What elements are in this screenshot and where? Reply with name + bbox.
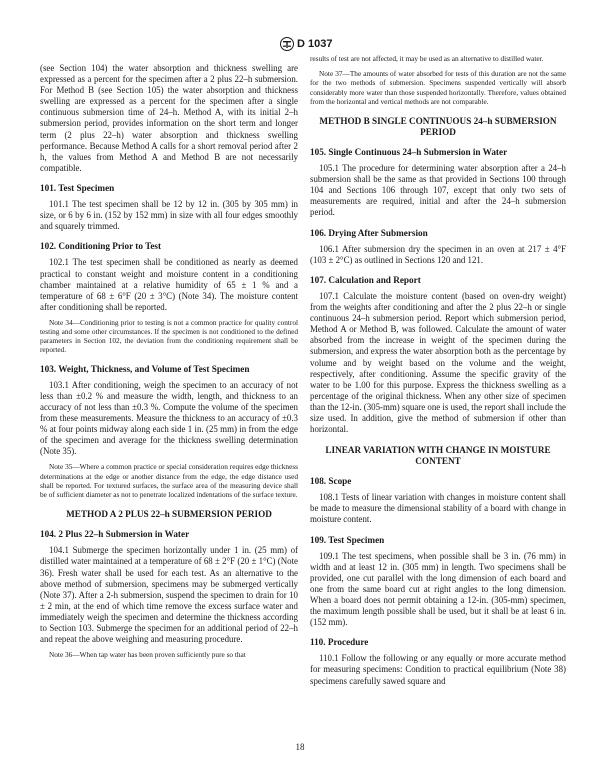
page-number: 18: [295, 742, 305, 752]
heading-105: 105. Single Continuous 24–h Submersion in Water: [310, 147, 508, 158]
heading-109: 109. Test Specimen: [310, 534, 385, 545]
paragraph-107-1: 107.1 Calculate the moisture content (based on oven-dry weight) from the weights after conditioning and after the 2 plus 22–h or single continuous 24–h submersion period. Report which submersion period, Method A or Method B, was followed. Calculate the amount of water absorbed from the increase in weight of the specimen during the submersion, and express the water absorption both as the percentage by volume and by weight based on the volume and the weight, respectively, after conditioning. Assume the specific gravity of the water to be 1.00 for this purpose. Express the thickness swelling as a percentage of the original thickness. When any other size of specimen than the 12-in. (305-mm) square one is used, the report shall include the size used. In addition, give the method of submersion if other than horizontal.: [310, 290, 566, 435]
heading-108: 108. Scope: [310, 476, 352, 487]
heading-106: 106. Drying After Submersion: [310, 227, 428, 238]
heading-method-b: METHOD B SINGLE CONTINUOUS 24–h SUBMERSION PERIOD: [319, 116, 557, 138]
heading-102: 102. Conditioning Prior to Test: [40, 241, 162, 252]
paragraph-109-1: 109.1 The test specimens, when possible shall be 3 in. (76 mm) in width and at least 12 in. (305 mm) in length. Two specimens shall be provided, one cut parallel with the long dimension of each board and one from the same board cut at right angles to the long dimension. When a board does not permit obtaining a 12-in. (305-mm) specimen, the maximum length possible shall be used, but it shall be at least 6 in. (152 mm).: [310, 550, 566, 628]
paragraph-103-1: 103.1 After conditioning, weigh the specimen to an accuracy of not less than ±0.2 % and measure the width, length, and thickness to an accuracy of not less than ±0.3 %. Compute the volume of the specimen from these measurements. Measure the thickness to an accuracy of ±0.3 % at four points midway along each side 1 in. (25 mm) in from the edge of the specimen and average for the thickness swelling determination (Note 35).: [40, 379, 298, 457]
astm-logo-icon: [280, 37, 294, 51]
page-header: [0, 36, 600, 52]
note-37: Note 37—The amounts of water absorbed for tests of this duration are not the same for the two methods of submersion. Specimens suspended vertically will absorb considerably more water than those suspended horizontally. Therefore, values obtained from the horizontal and vertical methods are not comparable.: [310, 69, 566, 106]
left-column: [40, 63, 298, 665]
heading-110: 110. Procedure: [310, 637, 369, 648]
paragraph-101-1: 101.1 The test specimen shall be 12 by 12 in. (305 by 305 mm) in size, or 6 by 6 in. (152 by 152 mm) in size with all four edges smoothly and squarely trimmed.: [40, 199, 298, 232]
paragraph-102-1: 102.1 The test specimen shall be conditioned as nearly as deemed practical to constant weight and moisture content in a conditioning chamber maintained at a relative humidity of 65 ± 1 % and a temperature of 68 ± 6°F (20 ± 3°C) (Note 34). The moisture content after conditioning shall be reported.: [40, 257, 298, 312]
heading-107: 107. Calculation and Report: [310, 274, 421, 285]
heading-linear-variation: LINEAR VARIATION WITH CHANGE IN MOISTURE CONTENT: [325, 445, 551, 467]
heading-method-a: METHOD A 2 PLUS 22–h SUBMERSION PERIOD: [66, 509, 272, 520]
document-number: D 1037: [297, 38, 333, 50]
paragraph-104-1: 104.1 Submerge the specimen horizontally under 1 in. (25 mm) of distilled water maintained at a temperature of 68 ± 2°F (20 ± 1°C) (Note 36). Fresh water shall be used for each test. As an alternative to the above method of submersion, specimens may be submerged vertically (Note 37). After a 2-h submersion, suspend the specimen to drain for 10 ± 2 min, at the end of which time remove the excess surface water and immediately weigh the specimen and determine the thickness according to Section 103. Submerge the specimen for an additional period of 22–h and repeat the above weighing and measuring procedure.: [40, 545, 298, 645]
paragraph-intro: (see Section 104) the water absorption and thickness swelling are expressed as a percent for the specimen after a 2 plus 22–h submersion. For Method B (see Section 105) the water absorption and thickness swelling are expressed as a percent for the specimen after a single continuous submersion time of 24–h. Method A, with its initial 2–h submersion period, provides information on the short term and longer term (2 plus 22–h) water absorption and thickness swelling performance. Because Method A calls for a short removal period after 2 h, the values from Method A and Method B are not necessarily compatible.: [40, 63, 298, 173]
note-36-continued: results of test are not affected, it may be used as an alternative to distilled water.: [310, 54, 544, 63]
paragraph-110-1: 110.1 Follow the following or any equally or more accurate method for measuring specimens: Condition to practical equilibrium (Note 38) specimens carefully sawed square and: [310, 653, 566, 686]
note-36: Note 36—When tap water has been proven sufficiently pure so that: [49, 650, 246, 660]
note-35: Note 35—Where a common practice or special consideration requires edge thickness determinations at the edge or another distance from the edge, the edge distance used shall be reported. For textured surfaces, the surface area of the measuring device shall be of sufficient diameter as not to penetrate localized indentations of the surface texture.: [40, 462, 298, 500]
heading-101: 101. Test Specimen: [40, 182, 115, 193]
paragraph-108-1: 108.1 Tests of linear variation with changes in moisture content shall be made to measure the dimensional stability of a board with change in moisture content.: [310, 492, 566, 525]
heading-104: 104. 2 Plus 22–h Submersion in Water: [40, 529, 190, 540]
note-34: Note 34—Conditioning prior to testing is not a common practice for quality control testing and some other circumstances. If the specimen is not conditioned to the defined parameters in Section 102, the deviation from the conditioning requirement shall be reported.: [40, 317, 298, 355]
paragraph-105-1: 105.1 The procedure for determining water absorption after a 24–h submersion shall be the same as that provided in Sections 100 through 104 and Sections 106 through 107, except that only two sets of measurements are required, initial and after the 24–h submersion period.: [310, 163, 566, 218]
right-column: [310, 54, 566, 692]
paragraph-106-1: 106.1 After submersion dry the specimen in an oven at 217 ± 4°F (103 ± 2°C) as outlined in Sections 120 and 121.: [310, 243, 566, 265]
heading-103: 103. Weight, Thickness, and Volume of Test Specimen: [40, 363, 250, 374]
